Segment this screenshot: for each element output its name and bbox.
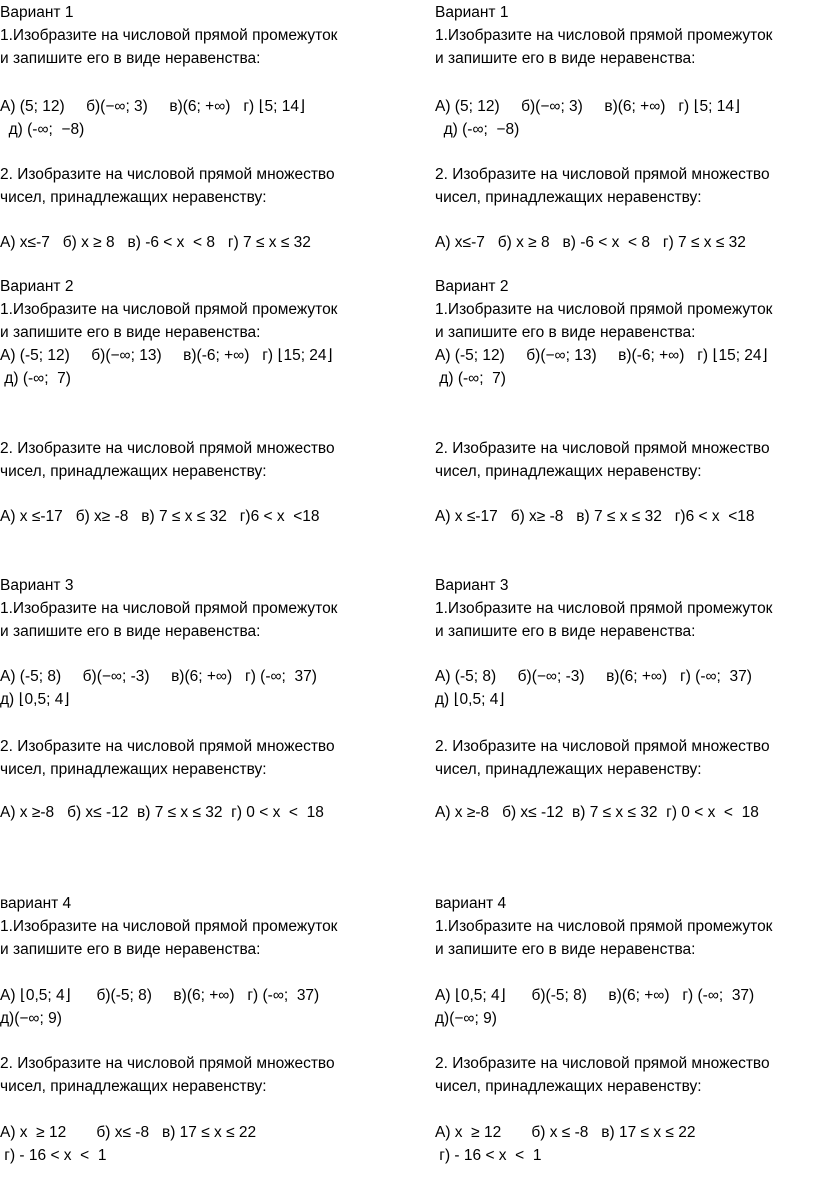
variant-2-task-1-options: А) (-5; 12) б)(−∞; 13) в)(-6; +∞) г) ⌊15; 24⌋ [435,347,768,364]
variant-3-task-1-options: А) (-5; 8) б)(−∞; -3) в)(6; +∞) г) (-∞; 37) [0,668,317,685]
variant-4-task-1-line-1: 1.Изобразите на числовой прямой промежуток [435,918,773,935]
variant-3-title: Вариант 3 [0,577,74,594]
variant-2-task-1-options: А) (-5; 12) б)(−∞; 13) в)(-6; +∞) г) ⌊15; 24⌋ [0,347,333,364]
variant-4-task-2-option-g: г) - 16 < x < 1 [0,1147,107,1164]
variant-3-task-1-option-d: д) ⌊0,5; 4⌋ [0,691,70,708]
variant-4-task-1-line-1: 1.Изобразите на числовой прямой промежуток [0,918,338,935]
variant-3-task-2-options: А) x ≥-8 б) x≤ -12 в) 7 ≤ x ≤ 32 г) 0 < x < 18 [435,804,759,821]
variant-2-task-2-line-1: 2. Изобразите на числовой прямой множество [435,440,770,457]
variant-4-task-1-option-d: д)(−∞; 9) [435,1010,497,1027]
variant-2-task-1-option-d: д) (-∞; 7) [0,370,71,387]
variant-4-title: вариант 4 [435,895,507,912]
variant-3-task-2-line-1: 2. Изобразите на числовой прямой множество [0,738,335,755]
variant-3-task-1-line-2: и запишите его в виде неравенства: [0,623,261,640]
variant-1-task-2-line-2: чисел, принадлежащих неравенству: [0,189,267,206]
variant-1-task-1-options: А) (5; 12) б)(−∞; 3) в)(6; +∞) г) ⌊5; 14⌋ [0,98,306,115]
variant-4-task-1-option-d: д)(−∞; 9) [0,1010,62,1027]
variant-3-task-2-options: А) x ≥-8 б) x≤ -12 в) 7 ≤ x ≤ 32 г) 0 < x < 18 [0,804,324,821]
variant-4-task-1-line-2: и запишите его в виде неравенства: [435,941,696,958]
variant-4-task-2-line-2: чисел, принадлежащих неравенству: [435,1078,702,1095]
variant-4-task-2-option-g: г) - 16 < x < 1 [435,1147,542,1164]
variant-4-task-2-options: А) x ≥ 12 б) x≤ -8 в) 17 ≤ x ≤ 22 [0,1124,257,1141]
variant-2-task-1-line-2: и запишите его в виде неравенства: [435,324,696,341]
variant-3-title: Вариант 3 [435,577,509,594]
variant-4-title: вариант 4 [0,895,72,912]
variant-2-task-2-options: А) x ≤-17 б) x≥ -8 в) 7 ≤ x ≤ 32 г)6 < x <18 [435,508,755,525]
variant-3-task-1-options: А) (-5; 8) б)(−∞; -3) в)(6; +∞) г) (-∞; 37) [435,668,752,685]
variant-4-task-2-line-1: 2. Изобразите на числовой прямой множество [435,1055,770,1072]
variant-2-task-2-options: А) x ≤-17 б) x≥ -8 в) 7 ≤ x ≤ 32 г)6 < x <18 [0,508,320,525]
variant-4-task-1-options: А) ⌊0,5; 4⌋ б)(-5; 8) в)(6; +∞) г) (-∞; 37) [0,987,320,1004]
variant-1-title: Вариант 1 [0,4,74,21]
variant-4-task-2-line-2: чисел, принадлежащих неравенству: [0,1078,267,1095]
variant-2-task-2-line-2: чисел, принадлежащих неравенству: [435,463,702,480]
variant-1-task-1-option-d: д) (-∞; −8) [0,121,85,138]
variant-1-task-2-line-1: 2. Изобразите на числовой прямой множество [0,166,335,183]
variant-1-task-1-line-1: 1.Изобразите на числовой прямой промежуток [0,27,338,44]
variant-4-task-1-line-2: и запишите его в виде неравенства: [0,941,261,958]
variant-1-task-1-line-1: 1.Изобразите на числовой прямой промежуток [435,27,773,44]
variant-2-task-1-line-2: и запишите его в виде неравенства: [0,324,261,341]
variant-2-title: Вариант 2 [435,278,509,295]
variant-1-task-1-line-2: и запишите его в виде неравенства: [0,50,261,67]
variant-3-task-2-line-2: чисел, принадлежащих неравенству: [0,761,267,778]
variant-2-title: Вариант 2 [0,278,74,295]
variant-1-task-2-options: А) x≤-7 б) x ≥ 8 в) -6 < x < 8 г) 7 ≤ x ≤ 32 [0,234,311,251]
variant-3-task-1-option-d: д) ⌊0,5; 4⌋ [435,691,505,708]
variant-2-task-2-line-1: 2. Изобразите на числовой прямой множество [0,440,335,457]
variant-4-task-2-line-1: 2. Изобразите на числовой прямой множество [0,1055,335,1072]
variant-1-task-1-option-d: д) (-∞; −8) [435,121,520,138]
variant-1-task-2-options: А) x≤-7 б) x ≥ 8 в) -6 < x < 8 г) 7 ≤ x ≤ 32 [435,234,746,251]
variant-2-task-1-option-d: д) (-∞; 7) [435,370,506,387]
variant-4-task-2-options: А) x ≥ 12 б) x ≤ -8 в) 17 ≤ x ≤ 22 [435,1124,696,1141]
variant-3-task-1-line-2: и запишите его в виде неравенства: [435,623,696,640]
variant-4-task-1-options: А) ⌊0,5; 4⌋ б)(-5; 8) в)(6; +∞) г) (-∞; 37) [435,987,755,1004]
variant-3-task-1-line-1: 1.Изобразите на числовой прямой промежуток [435,600,773,617]
variant-1-task-2-line-2: чисел, принадлежащих неравенству: [435,189,702,206]
variant-2-task-1-line-1: 1.Изобразите на числовой прямой промежуток [435,301,773,318]
variant-1-task-1-options: А) (5; 12) б)(−∞; 3) в)(6; +∞) г) ⌊5; 14⌋ [435,98,741,115]
variant-3-task-2-line-1: 2. Изобразите на числовой прямой множество [435,738,770,755]
variant-1-task-2-line-1: 2. Изобразите на числовой прямой множество [435,166,770,183]
variant-1-task-1-line-2: и запишите его в виде неравенства: [435,50,696,67]
variant-2-task-2-line-2: чисел, принадлежащих неравенству: [0,463,267,480]
variant-3-task-2-line-2: чисел, принадлежащих неравенству: [435,761,702,778]
variant-1-title: Вариант 1 [435,4,509,21]
variant-3-task-1-line-1: 1.Изобразите на числовой прямой промежуток [0,600,338,617]
variant-2-task-1-line-1: 1.Изобразите на числовой прямой промежуток [0,301,338,318]
